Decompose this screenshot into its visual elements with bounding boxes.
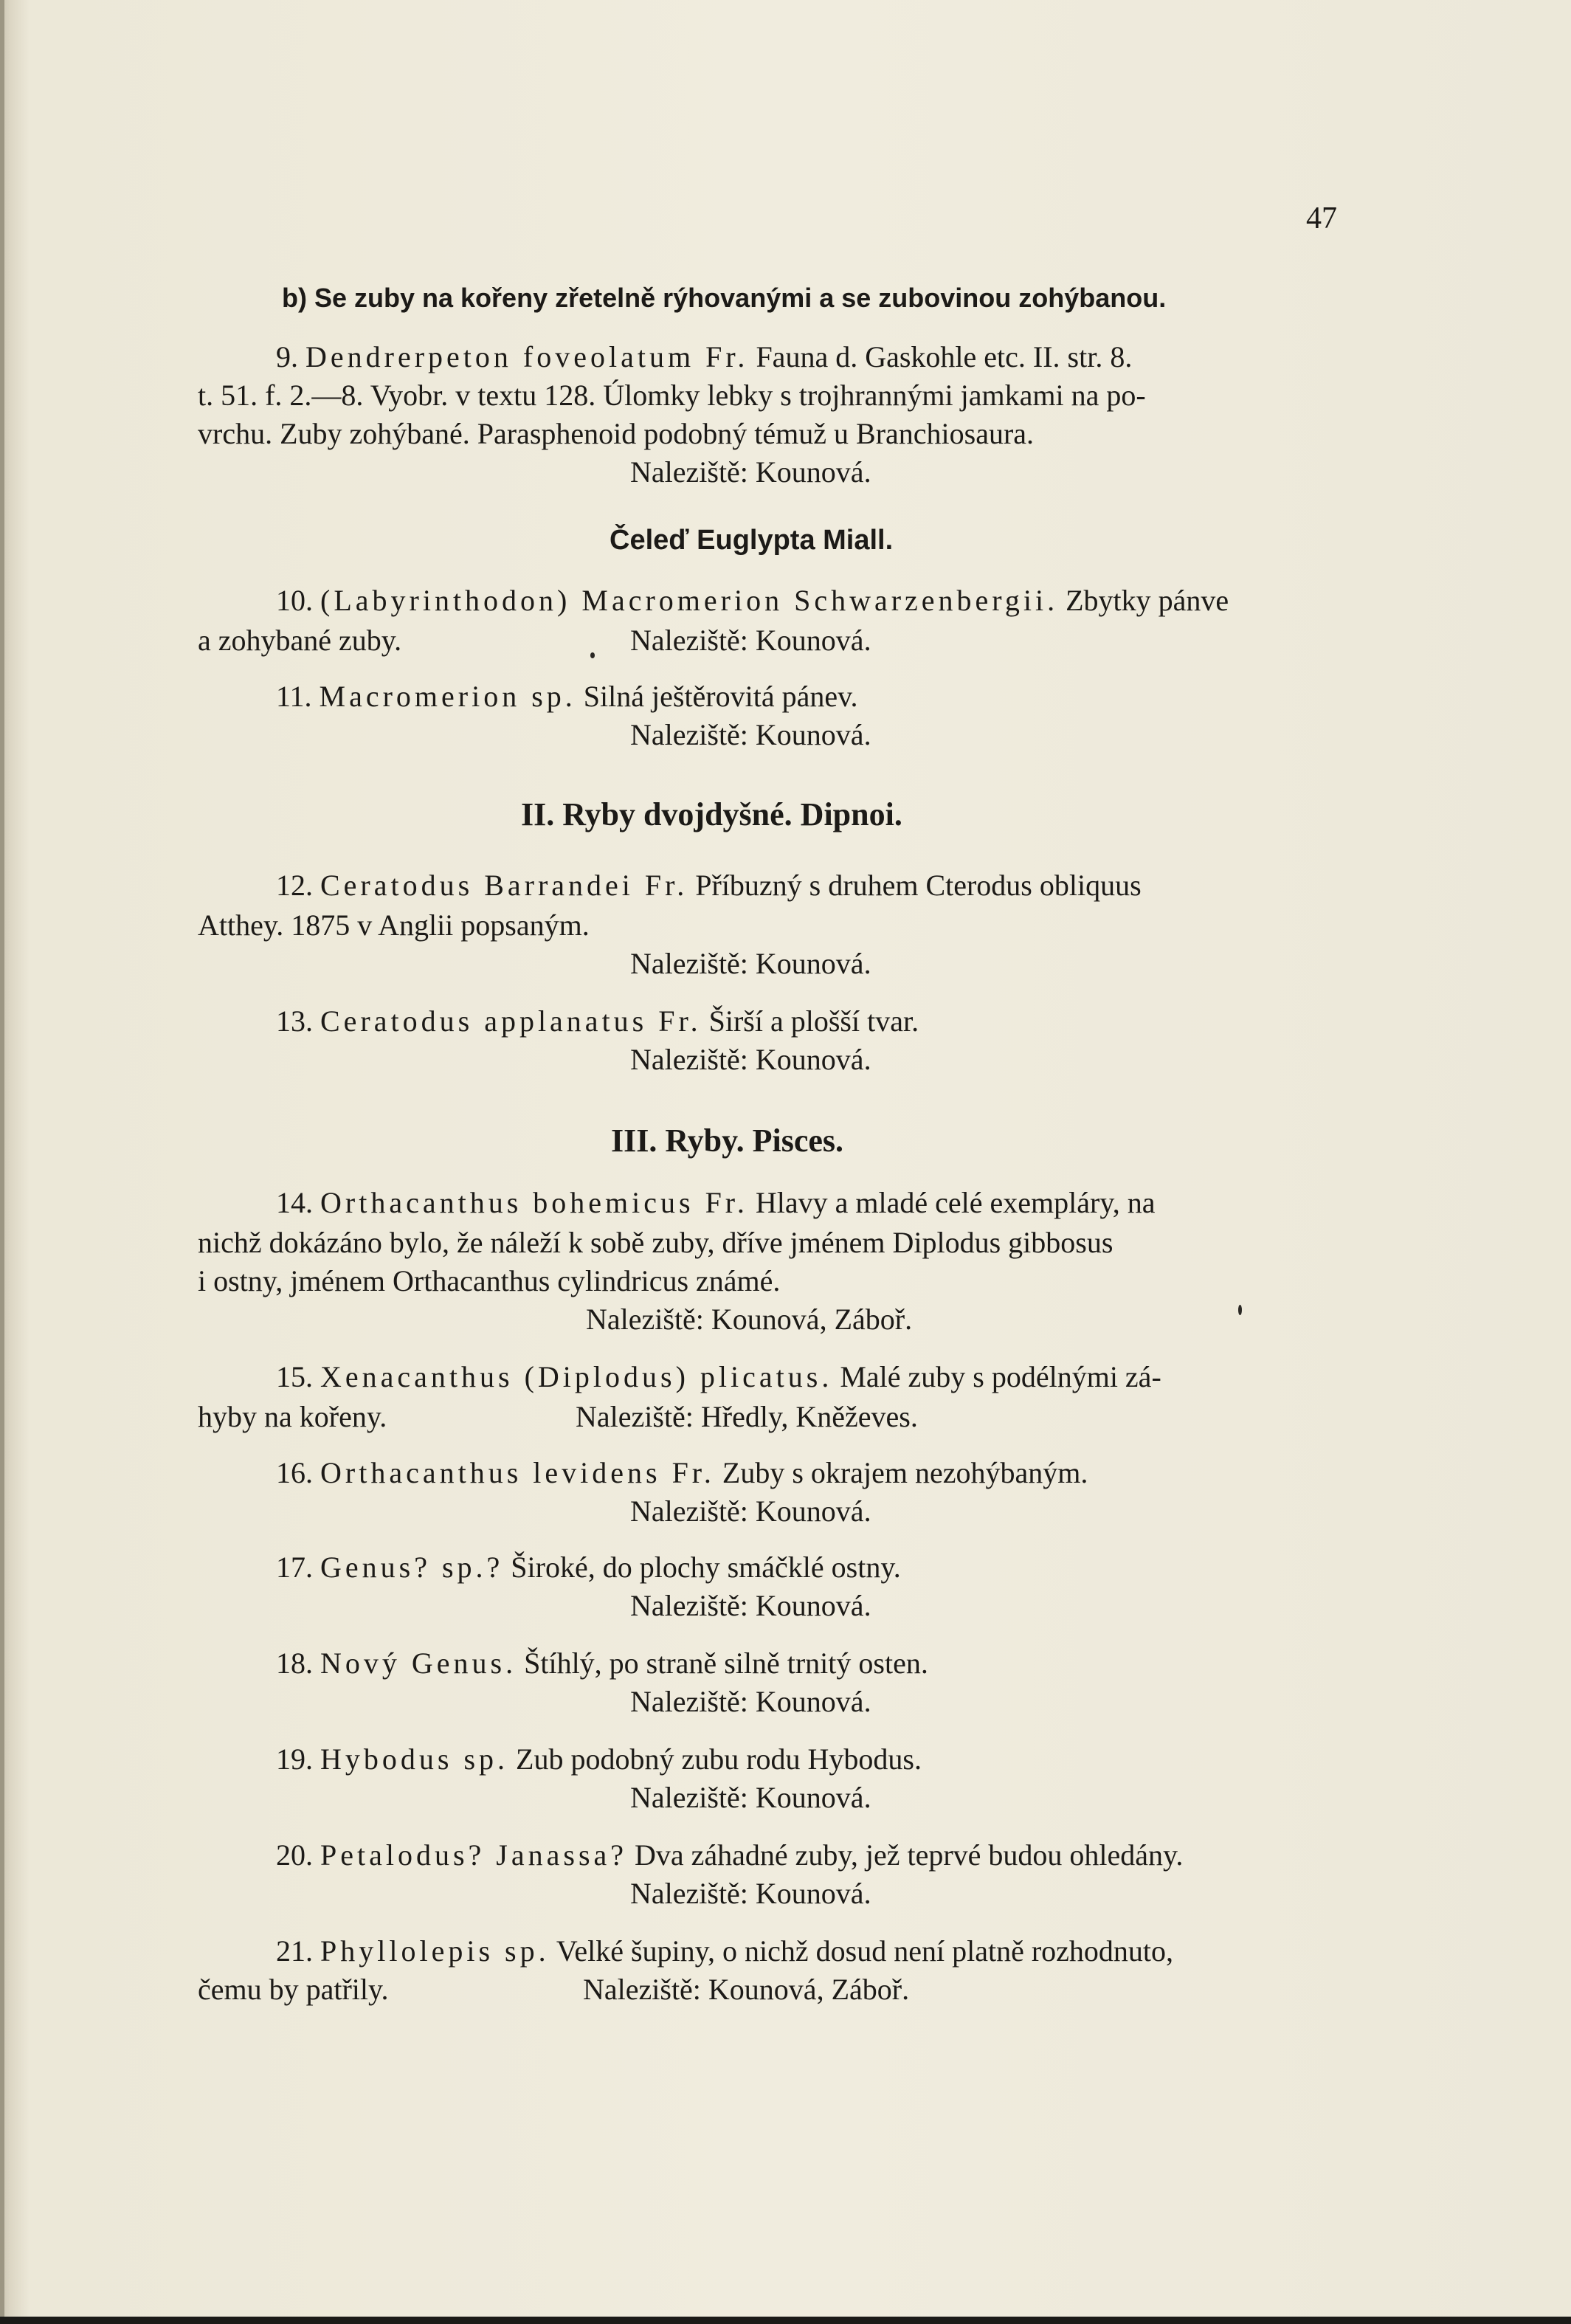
entry-13-locality: Naleziště: Kounová.	[630, 1043, 871, 1076]
entry-number: 21.	[276, 1934, 313, 1968]
entry-text: Příbuzný s druhem Cterodus obliquus	[695, 869, 1142, 902]
entry-number: 13.	[276, 1004, 313, 1038]
entry-11-locality: Naleziště: Kounová.	[630, 718, 871, 751]
entry-9-line-3: vrchu. Zuby zohýbané. Parasphenoid podobný témuž u Branchiosaura.	[198, 417, 1035, 450]
entry-15-locality: Naleziště: Hředly, Kněževes.	[576, 1400, 918, 1433]
entry-12-locality: Naleziště: Kounová.	[630, 947, 871, 980]
entry-number: 11.	[276, 680, 312, 713]
entry-14-line-1	[276, 1184, 1156, 1222]
entry-15-line-2: hyby na kořeny.	[198, 1400, 387, 1433]
species-name: Ceratodus Barrandei Fr.	[320, 869, 688, 902]
entry-text: Velké šupiny, o nichž dosud není platně rozhodnuto,	[556, 1934, 1174, 1968]
entry-15-line-1	[276, 1358, 1161, 1396]
entry-9-locality: Naleziště: Kounová.	[630, 455, 871, 489]
entry-text: Fauna d. Gaskohle etc. II. str. 8.	[756, 340, 1133, 373]
entry-text: Široké, do plochy smáčklé ostny.	[511, 1551, 901, 1584]
section-b-heading: b) Se zuby na kořeny zřetelně rýhovanými a se zubovinou zohýbanou.	[282, 283, 1167, 313]
page-bottom-edge	[0, 2317, 1571, 2324]
entry-12-line-1	[276, 866, 1142, 905]
entry-21-line-2: čemu by patřily.	[198, 1973, 389, 2006]
species-name: Orthacanthus bohemicus Fr.	[320, 1186, 748, 1219]
entry-number: 10.	[276, 584, 313, 617]
entry-18-line-1	[276, 1644, 928, 1683]
entry-9-line-1	[276, 338, 1132, 376]
entry-18-locality: Naleziště: Kounová.	[630, 1685, 871, 1718]
entry-10-line-2: a zohybané zuby.	[198, 624, 402, 657]
species-name: Macromerion sp.	[319, 680, 576, 713]
entry-text: Štíhlý, po straně silně trnitý osten.	[524, 1647, 928, 1680]
species-name: (Labyrinthodon) Macromerion Schwarzenbergii.	[320, 584, 1059, 617]
entry-text: Hlavy a mladé celé exempláry, na	[755, 1186, 1156, 1219]
page-gutter-shadow	[0, 0, 4, 2324]
section-ii-heading: II. Ryby dvojdyšné. Dipnoi.	[521, 796, 902, 832]
species-name: Dendrerpeton foveolatum Fr.	[305, 340, 749, 373]
entry-number: 15.	[276, 1360, 313, 1393]
species-name: Genus? sp.?	[320, 1551, 504, 1584]
entry-17-line-1	[276, 1548, 901, 1587]
family-heading: Čeleď Euglypta Miall.	[610, 525, 894, 556]
entry-number: 19.	[276, 1742, 313, 1776]
entry-text: Zuby s okrajem nezohýbaným.	[722, 1456, 1088, 1489]
entry-21-locality: Naleziště: Kounová, Záboř.	[583, 1973, 910, 2006]
entry-13-line-1	[276, 1002, 919, 1041]
species-name: Orthacanthus levidens Fr.	[320, 1456, 715, 1489]
entry-21-line-1	[276, 1932, 1173, 1970]
print-speck	[590, 652, 595, 658]
entry-14-line-2: nichž dokázáno bylo, že náleží k sobě zuby, dříve jménem Diplodus gibbosus	[198, 1226, 1113, 1259]
entry-number: 17.	[276, 1551, 313, 1584]
species-name: Hybodus sp.	[320, 1742, 509, 1776]
entry-number: 16.	[276, 1456, 313, 1489]
page-number: 47	[1306, 201, 1337, 235]
entry-text: Zbytky pánve	[1066, 584, 1229, 617]
entry-20-line-1	[276, 1836, 1183, 1875]
entry-text: Malé zuby s podélnými zá-	[840, 1360, 1161, 1393]
entry-number: 20.	[276, 1838, 313, 1872]
species-name: Ceratodus applanatus Fr.	[320, 1004, 702, 1038]
entry-text: Širší a plošší tvar.	[708, 1004, 919, 1038]
entry-10-line-1	[276, 582, 1229, 620]
entry-16-locality: Naleziště: Kounová.	[630, 1494, 871, 1528]
entry-9-line-2: t. 51. f. 2.—8. Vyobr. v textu 128. Úlomky lebky s trojhrannými jamkami na po-	[198, 379, 1146, 412]
entry-20-locality: Naleziště: Kounová.	[630, 1877, 871, 1910]
entry-number: 14.	[276, 1186, 313, 1219]
entry-19-locality: Naleziště: Kounová.	[630, 1781, 871, 1814]
entry-number: 18.	[276, 1647, 313, 1680]
entry-14-line-3: i ostny, jménem Orthacanthus cylindricus známé.	[198, 1264, 781, 1297]
species-name: Nový Genus.	[320, 1647, 517, 1680]
entry-11-line-1	[276, 677, 858, 716]
entry-text: Dva záhadné zuby, jež teprvé budou ohledány.	[635, 1838, 1184, 1872]
print-speck	[1238, 1305, 1242, 1315]
entry-16-line-1	[276, 1454, 1088, 1492]
section-iii-heading: III. Ryby. Pisces.	[611, 1123, 844, 1159]
entry-number: 9.	[276, 340, 298, 373]
entry-17-locality: Naleziště: Kounová.	[630, 1589, 871, 1622]
species-name: Petalodus? Janassa?	[320, 1838, 628, 1872]
entry-text: Silná ještěrovitá pánev.	[583, 680, 858, 713]
species-name: Xenacanthus (Diplodus) plicatus.	[320, 1360, 833, 1393]
entry-12-line-2: Atthey. 1875 v Anglii popsaným.	[198, 908, 590, 942]
entry-10-locality: Naleziště: Kounová.	[630, 624, 871, 657]
species-name: Phyllolepis sp.	[320, 1934, 550, 1968]
entry-19-line-1	[276, 1740, 922, 1779]
entry-text: Zub podobný zubu rodu Hybodus.	[516, 1742, 922, 1776]
entry-number: 12.	[276, 869, 313, 902]
entry-14-locality: Naleziště: Kounová, Záboř.	[586, 1303, 913, 1336]
